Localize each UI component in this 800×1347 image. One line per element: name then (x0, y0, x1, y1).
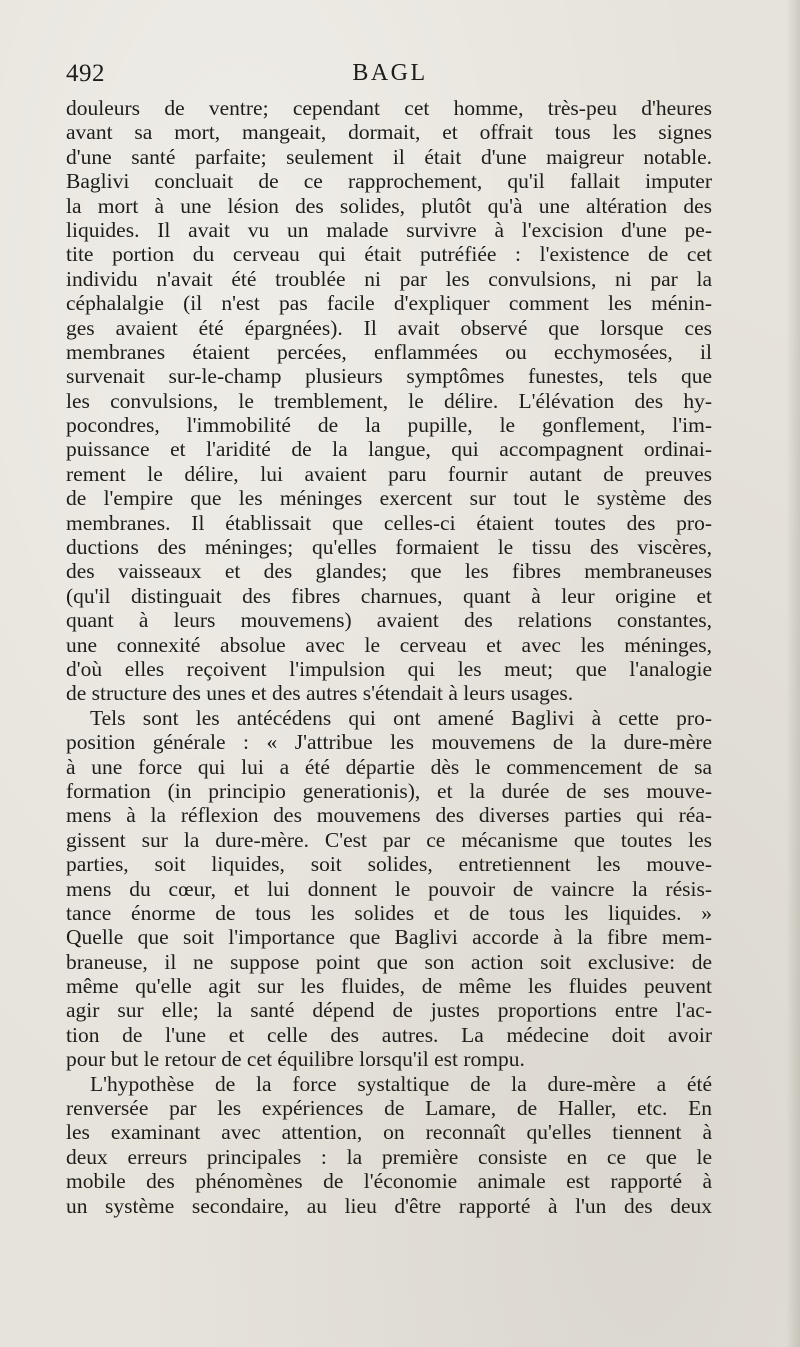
text-line: Baglivi concluait de ce rapprochement, qu'il fallait imputer (66, 169, 712, 194)
text-line: rement le délire, lui avaient paru fournir autant de preuves (66, 461, 712, 486)
text-line: des vaisseaux et des glandes; que les fibres membraneuses (66, 559, 712, 584)
text-line: même qu'elle agit sur les fluides, de même les fluides peuvent (66, 974, 712, 999)
text-line: les examinant avec attention, on reconnaît qu'elles tiennent à (66, 1120, 712, 1145)
text-line: avant sa mort, mangeait, dormait, et offrait tous les signes (66, 120, 712, 145)
text-line: pocondres, l'immobilité de la pupille, le gonflement, l'im- (66, 413, 712, 438)
text-line: deux erreurs principales : la première consiste en ce que le (66, 1144, 712, 1169)
page-edge-shadow (786, 0, 800, 1347)
text-line: les convulsions, le tremblement, le délire. L'élévation des hy- (66, 388, 712, 413)
text-line: (qu'il distinguait des fibres charnues, quant à leur origine et (66, 583, 712, 608)
text-line: Quelle que soit l'importance que Baglivi accorde à la fibre mem- (66, 925, 712, 950)
text-line: mens du cœur, et lui donnent le pouvoir de vaincre la résis- (66, 876, 712, 901)
page-number: 492 (66, 60, 105, 87)
text-line: position générale : « J'attribue les mouvemens de la dure-mère (66, 730, 712, 755)
text-line: une connexité absolue avec le cerveau et avec les méninges, (66, 632, 712, 657)
text-line: parties, soit liquides, soit solides, entretiennent les mouve- (66, 852, 712, 877)
text-line: un système secondaire, au lieu d'être rapporté à l'un des deux (66, 1193, 712, 1218)
text-line: la mort à une lésion des solides, plutôt qu'à une altération des (66, 193, 712, 218)
text-line: céphalalgie (il n'est pas facile d'expliquer comment les ménin- (66, 291, 712, 316)
text-line: de structure des unes et des autres s'étendait à leurs usages. (66, 681, 574, 706)
text-line: gissent sur la dure-mère. C'est par ce mécanisme que toutes les (66, 827, 712, 852)
text-line: individu n'avait été troublée ni par les convulsions, ni par la (66, 266, 712, 291)
text-line: braneuse, il ne suppose point que son action soit exclusive: de (66, 949, 712, 974)
text-line: tion de l'une et celle des autres. La médecine doit avoir (66, 1022, 712, 1047)
text-line: L'hypothèse de la force systaltique de la dure-mère a été (90, 1071, 712, 1096)
text-line: tite portion du cerveau qui était putréfiée : l'existence de cet (66, 242, 712, 267)
text-line: douleurs de ventre; cependant cet homme, très-peu d'heures (66, 96, 712, 120)
body-text (66, 96, 712, 1218)
text-line: quant à leurs mouvemens) avaient des relations constantes, (66, 608, 712, 633)
text-line: tance énorme de tous les solides et de tous les liquides. » (66, 900, 712, 925)
text-line: formation (in principio generationis), et la durée de ses mouve- (66, 778, 712, 803)
page-header (66, 60, 714, 96)
text-line: puissance et l'aridité de la langue, qui accompagnent ordinai- (66, 437, 712, 462)
text-line: renversée par les expériences de Lamare, de Haller, etc. En (66, 1096, 712, 1121)
text-line: pour but le retour de cet équilibre lorsqu'il est rompu. (66, 1047, 525, 1072)
text-line: ges avaient été épargnées). Il avait observé que lorsque ces (66, 315, 712, 340)
text-line: agir sur elle; la santé dépend de justes proportions entre l'ac- (66, 998, 712, 1023)
text-line: d'où elles reçoivent l'impulsion qui les meut; que l'analogie (66, 656, 712, 681)
text-line: à une force qui lui a été départie dès le commencement de sa (66, 754, 712, 779)
running-head: BAGL (352, 60, 428, 86)
text-line: survenait sur-le-champ plusieurs symptômes funestes, tels que (66, 364, 712, 389)
text-line: d'une santé parfaite; seulement il était d'une maigreur notable. (66, 144, 712, 169)
text-line: mobile des phénomènes de l'économie animale est rapporté à (66, 1169, 712, 1194)
text-line: liquides. Il avait vu un malade survivre à l'excision d'une pe- (66, 217, 712, 242)
text-line: ductions des méninges; qu'elles formaient le tissu des viscères, (66, 535, 712, 560)
text-line: membranes. Il établissait que celles-ci étaient toutes des pro- (66, 510, 712, 535)
text-line: Tels sont les antécédens qui ont amené Baglivi à cette pro- (90, 705, 712, 730)
text-line: de l'empire que les méninges exercent sur tout le système des (66, 486, 712, 511)
text-line: membranes étaient percées, enflammées ou ecchymosées, il (66, 339, 712, 364)
text-line: mens à la réflexion des mouvemens des diverses parties qui réa- (66, 803, 712, 828)
